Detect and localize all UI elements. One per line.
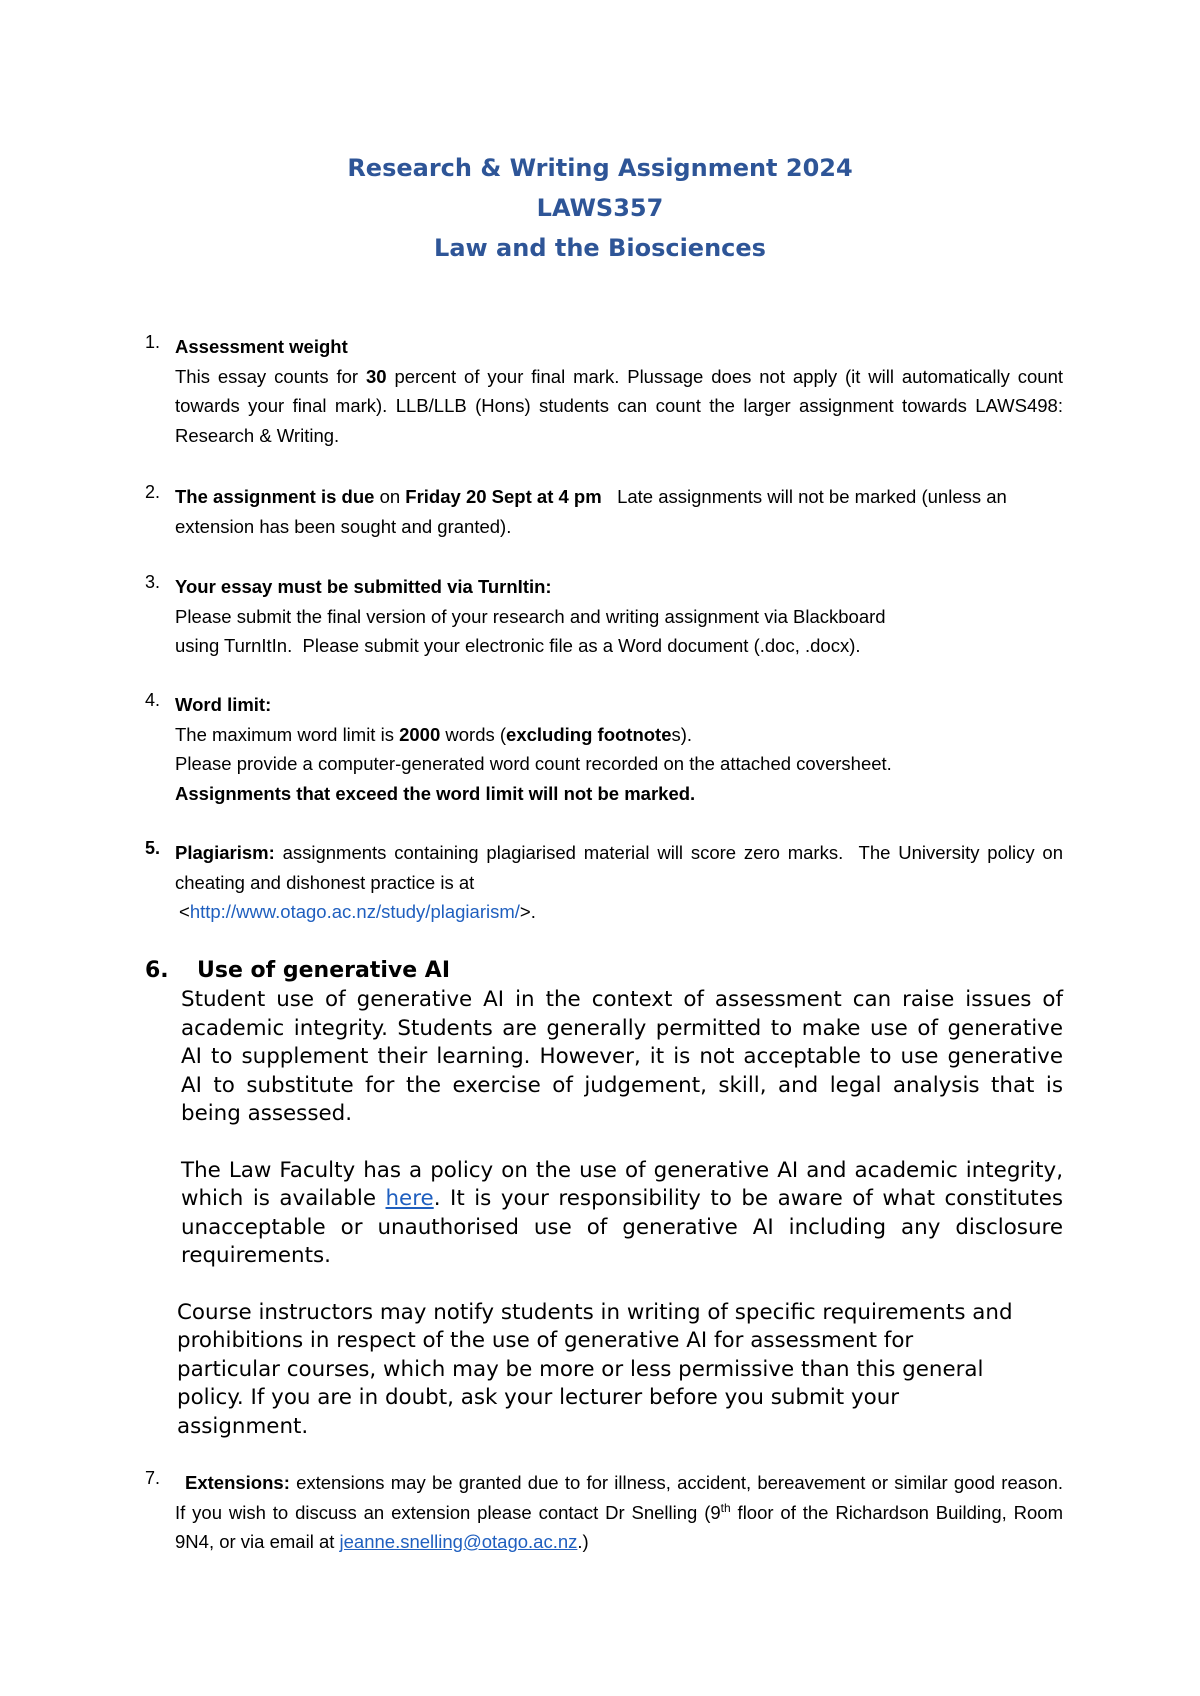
- section-heading: Word limit:: [175, 694, 272, 715]
- ai-paragraph-1: Student use of generative AI in the context of assessment can raise issues of academic integrity. Students are generally permitted to make use of generative AI to supplement their learning. However, it is not acceptable to use generative AI to substitute for the exercise of judgement, skill, and legal analysis that is being assessed.: [181, 987, 1063, 1126]
- title-line-1: Research & Writing Assignment 2024: [347, 154, 853, 182]
- section-due-date: 2. The assignment is due on Friday 20 Sept at 4 pm Late assignments will not be marked (unless an extension has been sought and granted).: [145, 482, 1012, 537]
- section-submission: 3. Your essay must be submitted via TurnItin: Please submit the final version of your research and writing assignment via Blackboard using TurnItIn. Please submit your electronic file as a Word document (.doc, .docx).: [145, 572, 1063, 661]
- section-number: 5.: [145, 838, 161, 858]
- section-number: 4.: [145, 690, 161, 710]
- weight-value: 30: [365, 365, 387, 387]
- document-title: [0, 148, 1200, 268]
- due-date: Friday 20 Sept at 4 pm: [405, 486, 602, 507]
- section-heading: The assignment is due: [175, 486, 375, 507]
- section-number: 1.: [145, 332, 161, 352]
- plagiarism-policy-link[interactable]: http://www.otago.ac.nz/study/plagiarism/: [189, 901, 520, 922]
- section-generative-ai: [145, 956, 1063, 1441]
- section-number: 7.: [145, 1468, 161, 1488]
- section-heading: Assessment weight: [175, 336, 348, 357]
- ai-paragraph-3: Course instructors may notify students in writing of specific requirements and prohibitions in respect of the use of generative AI for assessment for particular courses, which may be more or less permissive than this general policy. If you are in doubt, ask your lecturer before you submit your assignment.: [177, 1299, 1013, 1439]
- word-limit-value: 2000: [399, 723, 441, 745]
- email-link[interactable]: jeanne.snelling@otago.ac.nz: [339, 1531, 578, 1552]
- section-number: 2.: [145, 482, 161, 502]
- ai-policy-here-link[interactable]: here: [385, 1186, 434, 1211]
- section-heading: Your essay must be submitted via TurnItin:: [175, 576, 552, 597]
- title-line-2: LAWS357: [536, 194, 664, 222]
- section-number: 6.: [145, 958, 169, 983]
- section-plagiarism: 5. Plagiarism: assignments containing plagiarised material will score zero marks. The University policy on cheating and dishonest practice is at <http://www.otago.ac.nz/study/plagiarism/>.: [145, 838, 1069, 922]
- ai-paragraph-2: The Law Faculty has a policy on the use of generative AI and academic integrity, which is available here. It is your responsibility to be aware of what constitutes unacceptable or unauthorised use of generative AI including any disclosure requirements.: [181, 1157, 1063, 1268]
- section-number: 3.: [145, 572, 161, 592]
- section-assessment-weight: 1. Assessment weight This essay counts for 30 percent of your final mark. Plussage does not apply (it will automatically count towards your final mark). LLB/LLB (Hons) students can count the larger assignment towards LAWS498: Research & Writing.: [145, 332, 1063, 446]
- word-limit-warning: Assignments that exceed the word limit will not be marked.: [175, 782, 696, 804]
- section-heading: Extensions:: [185, 1472, 290, 1493]
- section-extensions: 7. Extensions: extensions may be granted due to for illness, accident, bereavement or similar good reason. If you wish to discuss an extension please contact Dr Snelling (9th floor of the Richardson Building, Room 9N4, or via email at jeanne.snelling@otago.ac.nz.): [145, 1468, 1063, 1552]
- section-heading: Plagiarism:: [175, 842, 275, 863]
- section-heading: Use of generative AI: [197, 958, 451, 983]
- title-line-3: Law and the Biosciences: [434, 234, 766, 262]
- section-word-limit: 4. Word limit: The maximum word limit is 2000 words (excluding footnotes). Please provide a computer-generated word count recorded on the attached coversheet. Assignments that exceed the word limit will not be marked.: [145, 690, 1063, 808]
